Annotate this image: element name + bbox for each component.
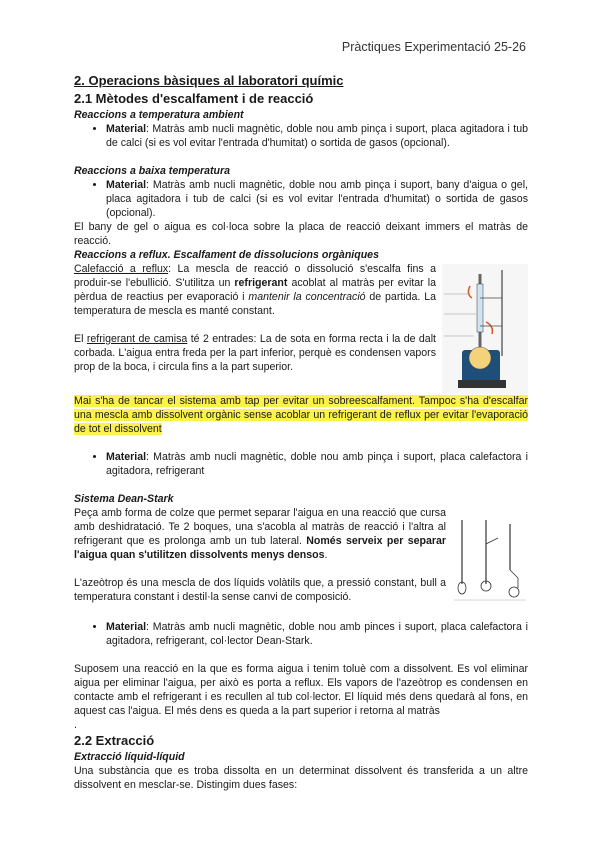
dean-stark-material-item: • Material: Matràs amb nucli magnètic, doble nou amb pinces i suport, placa calefactora i agitadora, refrigerant, col·lector Dean-Stark. — [106, 620, 528, 648]
dean-stark-list — [74, 620, 528, 648]
extraction-paragraph: Una substància que es troba dissolta en un determinat dissolvent és transferida a un altre dissolvent en mesclar-se. Distingim dues fases: — [74, 765, 528, 791]
reflux-block — [74, 262, 528, 394]
dean-stark-figure — [452, 514, 528, 606]
extraction-subtitle: Extracció líquid-líquid — [74, 751, 185, 763]
baixa-material-item: • Material: Matràs amb nucli magnètic, doble nou amb pinça i suport, bany d'aigua o gel, placa agitadora i tub de calci (si es vol evitar l'entrada d'humitat) o sortida de gasos (opcional). — [106, 178, 528, 220]
dean-stark-block — [74, 506, 528, 606]
ambient-title: Reaccions a temperatura ambient — [74, 109, 244, 121]
ambient-material-item: • Material: Matràs amb nucli magnètic, doble nou amb pinça i suport, placa agitadora i tub de calci (si es vol evitar l'entrada d'humitat) o sortida de gasos (opcional). — [106, 122, 528, 150]
page-header: Pràctiques Experimentació 25-26 — [341, 40, 526, 54]
baixa-list — [74, 178, 528, 220]
section-2-title: 2. Operacions bàsiques al laboratori químic — [74, 73, 344, 88]
reflux-material-item: • Material: Matràs amb nucli magnètic, doble nou amb pinça i suport, placa calefactora i agitadora, refrigerant — [106, 450, 528, 478]
reflux-paragraph-1: Calefacció a reflux: La mescla de reacció o dissolució s'escalfa fins a produir-se l'ebullició. S'utilitza un refrigerant acoblat al matràs per evitar la pèrdua de reactius per evaporació i mantenir la concentració de partida. La temperatura de mescla es manté constant. — [74, 263, 436, 317]
document-body — [74, 72, 528, 792]
reflux-warning: Mai s'ha de tancar el sistema amb tap per evitar un sobreescalfament. Tampoc s'ha d'escalfar una mescla amb dissolvent orgànic sense acoblar un refrigerant de reflux per evitar l'evaporació de tot el dissolvent — [74, 395, 528, 435]
baixa-title: Reaccions a baixa temperatura — [74, 165, 231, 177]
section-2-1-title: 2.1 Mètodes d'escalfament i de reacció — [74, 91, 314, 106]
dean-stark-paragraph-2: L'azeòtrop és una mescla de dos líquids volàtils que, a pressió constant, bull a temperatura constant i destil·la sense canvi de composició. — [74, 577, 446, 603]
reflux-list — [74, 450, 528, 478]
reflux-apparatus-figure — [442, 264, 528, 394]
dean-stark-paragraph-4: . — [74, 719, 77, 731]
dean-stark-paragraph-3: Suposem una reacció en la que es forma aigua i tenim toluè com a dissolvent. Es vol eliminar aigua per eliminar l'aigua, per això es porta a reflux. Els vapors de l'azeòtrop es condensen en contacte amb el refrigerant i es recullen al tub col·lector. El líquid més dens quedarà al fons, en aquest cas l'aigua. El més dens es queda a la part superior i retorna al matràs — [74, 663, 528, 717]
reflux-paragraph-2: El refrigerant de camisa té 2 entrades: La de sota en forma recta i la de dalt corbada. L'aigua entra freda per la part inferior, perquè es condensen vapors prop de la boca, i circula fins a la part superior. — [74, 333, 436, 373]
reflux-title: Reaccions a reflux. Escalfament de dissolucions orgàniques — [74, 249, 379, 261]
dean-stark-title: Sistema Dean-Stark — [74, 493, 174, 505]
baixa-note: El bany de gel o aigua es col·loca sobre la placa de reacció deixant immers el matràs de reacció. — [74, 221, 528, 247]
ambient-list — [74, 122, 528, 150]
section-2-2-title: 2.2 Extracció — [74, 733, 155, 748]
dean-stark-paragraph-1: Peça amb forma de colze que permet separar l'aigua en una reacció que cursa amb deshidratació. Te 2 boques, una s'acobla al matràs de reacció i l'altra al refrigerant que es prolonga amb un tub lateral. Només serveix per separar l'aigua quan s'utilitzen dissolvents menys densos. — [74, 507, 446, 561]
